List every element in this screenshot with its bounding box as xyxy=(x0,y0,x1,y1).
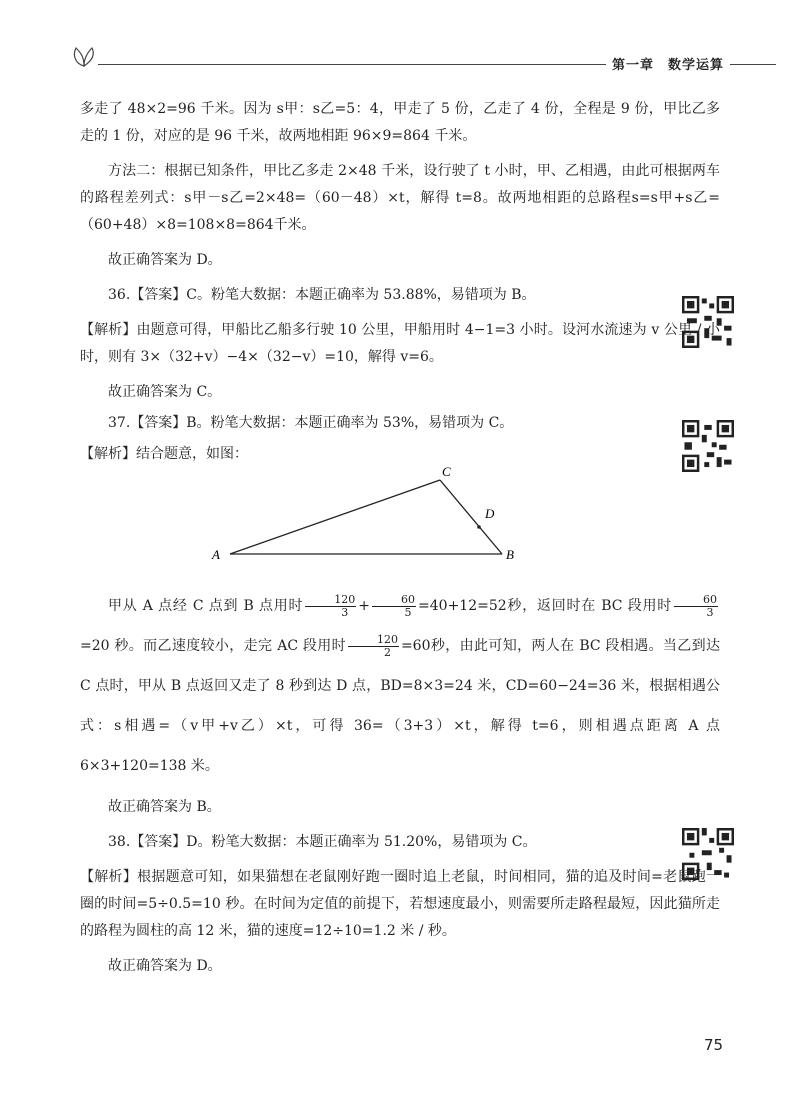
fraction: $\frac{60}{3}$ xyxy=(674,594,718,619)
text-run: =20 秒。而乙速度较小，走完 AC 段用时 xyxy=(80,638,346,654)
fraction: $\frac{120}{2}$ xyxy=(348,634,399,659)
label-c: C xyxy=(442,464,451,479)
question-37-answer: 37.【答案】B。粉笔大数据：本题正确率为 53%，易错项为 C。 xyxy=(108,415,514,431)
page-header xyxy=(70,44,776,74)
answer-line: 故正确答案为 D。 xyxy=(108,252,222,268)
text-run: 甲从 A 点经 C 点到 B 点用时 xyxy=(108,598,304,614)
page-number: 75 xyxy=(704,1036,724,1054)
question-37-working xyxy=(80,586,720,786)
answer-line: 故正确答案为 C。 xyxy=(108,384,222,400)
question-37-analysis: 【解析】结合题意，如图： xyxy=(80,446,248,462)
question-38-answer: 38.【答案】D。粉笔大数据：本题正确率为 51.20%，易错项为 C。 xyxy=(108,834,537,850)
paragraph: 方法二：根据已知条件，甲比乙多走 2×48 千米，设行驶了 t 小时，甲、乙相遇，由此可根据两车的路程差列式：s甲－s乙=2×48=（60－48）×t，解得 t=8。故两地相距的总路程s=s甲+s乙=（60+48）×8=108×8=864千米。 xyxy=(80,163,720,233)
paragraph: 多走了 48×2=96 千米。因为 s甲：s乙=5：4，甲走了 5 份，乙走了 4 份，全程是 9 份，甲比乙多走的 1 份，对应的是 96 千米，故两地相距 96×9=864 千米。 xyxy=(80,101,720,144)
question-36-analysis: 【解析】由题意可得，甲船比乙船多行驶 10 公里，甲船用时 4−1=3 小时。设河水流速为 v 公里 / 小时，则有 3×（32+v）−4×（32−v）=10，解得 v=6。 xyxy=(80,322,720,365)
fraction: $\frac{60}{5}$ xyxy=(372,594,416,619)
answer-line: 故正确答案为 B。 xyxy=(108,799,221,815)
label-a: A xyxy=(212,547,220,562)
text-run: =40+12=52秒，返回时在 BC 段用时 xyxy=(418,598,673,614)
question-38-analysis: 【解析】根据题意可知，如果猫想在老鼠刚好跑一圈时追上老鼠，时间相同，猫的追及时间=老鼠跑一圈的时间=5÷0.5=10 秒。在时间为定值的前提下，若想速度最小，则需要所走路程最短，因此猫所走的路程为圆柱的高 12 米，猫的速度=12÷10=1.2 米 / 秒。 xyxy=(80,869,720,939)
text-run: + xyxy=(358,598,371,614)
triangle-diagram xyxy=(200,464,520,582)
leaf-icon xyxy=(70,44,100,70)
segment-ac xyxy=(230,480,440,554)
label-b: B xyxy=(506,547,514,562)
text-run: =60秒，由此可知，两人在 BC 段相遇。当乙到达 C 点时，甲从 B 点返回又走了 8 秒到达 D 点，BD=8×3=24 米，CD=60−24=36 米，根据相遇公式：s相遇=（v甲+v乙）×t，可得 36=（3+3）×t，解得 t=6，则相遇点距离 A 点 6×3+120=138 米。 xyxy=(80,638,720,774)
fraction: $\frac{120}{3}$ xyxy=(305,594,356,619)
label-d: D xyxy=(485,506,495,521)
triangle-figure xyxy=(80,464,720,582)
question-36-answer: 36.【答案】C。粉笔大数据：本题正确率为 53.88%，易错项为 B。 xyxy=(108,287,536,303)
answer-line: 故正确答案为 D。 xyxy=(108,958,222,974)
page-content xyxy=(80,96,720,988)
point-d xyxy=(477,525,481,529)
chapter-title: 第一章 数学运算 xyxy=(606,54,730,73)
